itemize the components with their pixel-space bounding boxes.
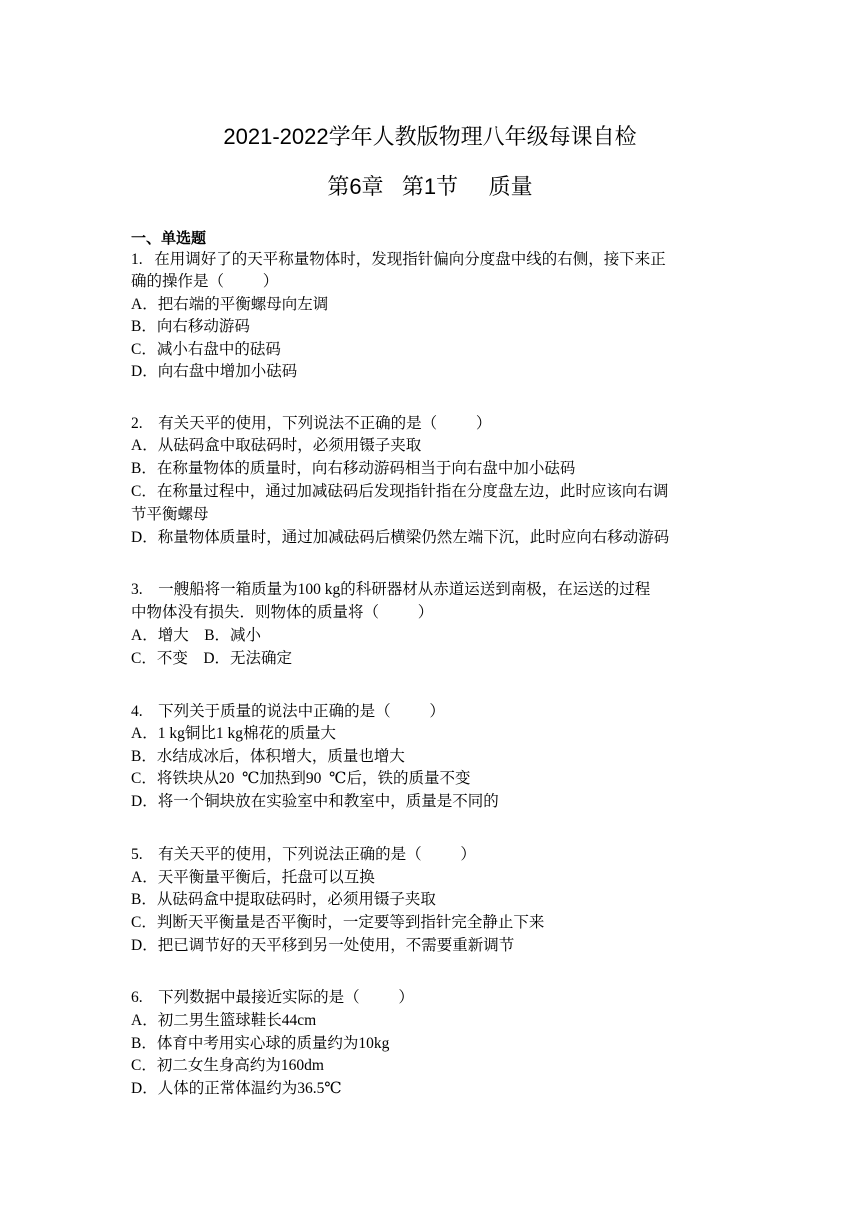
question-2-option-c: C．在称量过程中，通过加减砝码后发现指针指在分度盘左边，此时应该向右调 (131, 483, 669, 500)
question-1-option-a: A．把右端的平衡螺母向左调 (131, 296, 329, 313)
question-4-stem: 4. 下列关于质量的说法中正确的是（ ） (131, 703, 445, 720)
question-4-option-a: A．1 kg铜比1 kg棉花的质量大 (131, 725, 336, 742)
question-1-stem-cont: 确的操作是（ ） (131, 273, 279, 290)
question-1-option-d: D．向右盘中增加小砝码 (131, 363, 298, 380)
question-6-option-d: D．人体的正常体温约为36.5℃ (131, 1080, 342, 1097)
question-2-option-c-cont: 节平衡螺母 (131, 506, 209, 523)
question-2-option-a: A．从砝码盒中取砝码时，必须用镊子夹取 (131, 437, 422, 454)
question-5-option-b: B．从砝码盒中提取砝码时，必须用镊子夹取 (131, 891, 436, 908)
question-5-option-d: D．把已调节好的天平移到另一处使用，不需要重新调节 (131, 937, 515, 954)
question-3-stem: 3. 一艘船将一箱质量为100 kg的科研器材从赤道运送到南极，在运送的过程 (131, 581, 651, 598)
question-2-option-d: D．称量物体质量时，通过加减砝码后横梁仍然左端下沉，此时应向右移动游码 (131, 529, 670, 546)
section-heading: 一、单选题 (131, 230, 207, 247)
question-1-option-b: B．向右移动游码 (131, 318, 250, 335)
question-4-option-d: D．将一个铜块放在实验室中和教室中，质量是不同的 (131, 793, 499, 810)
question-4-option-c: C．将铁块从20 ℃加热到90 ℃后，铁的质量不变 (131, 770, 471, 787)
question-6-option-b: B．体育中考用实心球的质量约为10kg (131, 1035, 390, 1052)
question-6-option-a: A．初二男生篮球鞋长44cm (131, 1012, 317, 1029)
question-1-stem: 1. 在用调好了的天平称量物体时，发现指针偏向分度盘中线的右侧，接下来正 (131, 251, 666, 268)
question-6-option-c: C．初二女生身高约为160dm (131, 1057, 324, 1074)
question-6-stem: 6. 下列数据中最接近实际的是（ ） (131, 989, 414, 1006)
question-5-stem: 5. 有关天平的使用，下列说法正确的是（ ） (131, 846, 476, 863)
question-1-option-c: C．减小右盘中的砝码 (131, 341, 281, 358)
page-title: 2021-2022学年人教版物理八年级每课自检 (223, 124, 637, 149)
question-3-options-ab: A．增大 B．减小 (131, 627, 262, 644)
question-5-option-a: A．天平衡量平衡后，托盘可以互换 (131, 869, 375, 886)
question-2-stem: 2. 有关天平的使用，下列说法不正确的是（ ） (131, 415, 492, 432)
page-subtitle: 第6章 第1节 质量 (327, 174, 533, 199)
question-3-stem-cont: 中物体没有损失．则物体的质量将（ ） (131, 604, 434, 621)
question-3-options-cd: C．不变 D．无法确定 (131, 650, 293, 667)
question-5-option-c: C．判断天平衡量是否平衡时，一定要等到指针完全静止下来 (131, 914, 545, 931)
question-4-option-b: B．水结成冰后，体积增大，质量也增大 (131, 748, 405, 765)
question-2-option-b: B．在称量物体的质量时，向右移动游码相当于向右盘中加小砝码 (131, 460, 576, 477)
